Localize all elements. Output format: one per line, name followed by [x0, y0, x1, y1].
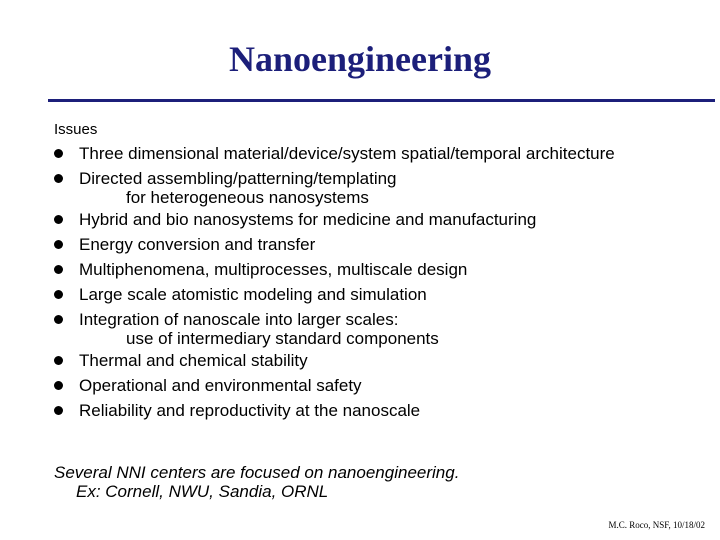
- author-credit: M.C. Roco, NSF, 10/18/02: [608, 520, 705, 530]
- issues-label: Issues: [54, 121, 98, 138]
- centers-note: [54, 463, 459, 501]
- slide-title: Nanoengineering: [228, 39, 491, 79]
- list-item: [54, 284, 615, 305]
- list-item-text: Directed assembling/patterning/templating: [79, 169, 397, 188]
- note-examples: Ex: Cornell, NWU, Sandia, ORNL: [76, 482, 329, 501]
- bullet-dot-icon: [54, 149, 63, 158]
- list-item-text: Large scale atomistic modeling and simulation: [79, 285, 427, 304]
- list-item-text: Reliability and reproductivity at the nanoscale: [79, 401, 421, 420]
- bullet-dot-icon: [54, 265, 63, 274]
- bullet-dot-icon: [54, 240, 63, 249]
- list-item: [54, 143, 615, 164]
- bullet-dot-icon: [54, 381, 63, 390]
- list-item-text: Three dimensional material/device/system spatial/temporal architecture: [79, 144, 615, 163]
- bullet-dot-icon: [54, 215, 63, 224]
- note-line: Several NNI centers are focused on nanoengineering.: [54, 463, 460, 482]
- list-item-text: Integration of nanoscale into larger scales:: [79, 310, 399, 329]
- bullet-dot-icon: [54, 174, 63, 183]
- list-item: [54, 350, 615, 371]
- list-item-text: Thermal and chemical stability: [79, 351, 308, 370]
- list-item: [54, 168, 615, 206]
- list-item-text: Operational and environmental safety: [79, 376, 362, 395]
- bullet-dot-icon: [54, 290, 63, 299]
- list-item: [54, 400, 615, 421]
- bullet-dot-icon: [54, 406, 63, 415]
- issues-list: [54, 143, 615, 425]
- list-item: [54, 375, 615, 396]
- list-item-text: Hybrid and bio nanosystems for medicine and manufacturing: [79, 210, 537, 229]
- list-item-subtext: use of intermediary standard components: [126, 329, 439, 348]
- list-item: [54, 309, 615, 347]
- list-item: [54, 234, 615, 255]
- bullet-dot-icon: [54, 315, 63, 324]
- list-item: [54, 259, 615, 280]
- list-item-subtext: for heterogeneous nanosystems: [126, 188, 369, 207]
- bullet-dot-icon: [54, 356, 63, 365]
- title-divider: [48, 99, 715, 102]
- list-item-text: Energy conversion and transfer: [79, 235, 316, 254]
- list-item-text: Multiphenomena, multiprocesses, multiscale design: [79, 260, 468, 279]
- list-item: [54, 209, 615, 230]
